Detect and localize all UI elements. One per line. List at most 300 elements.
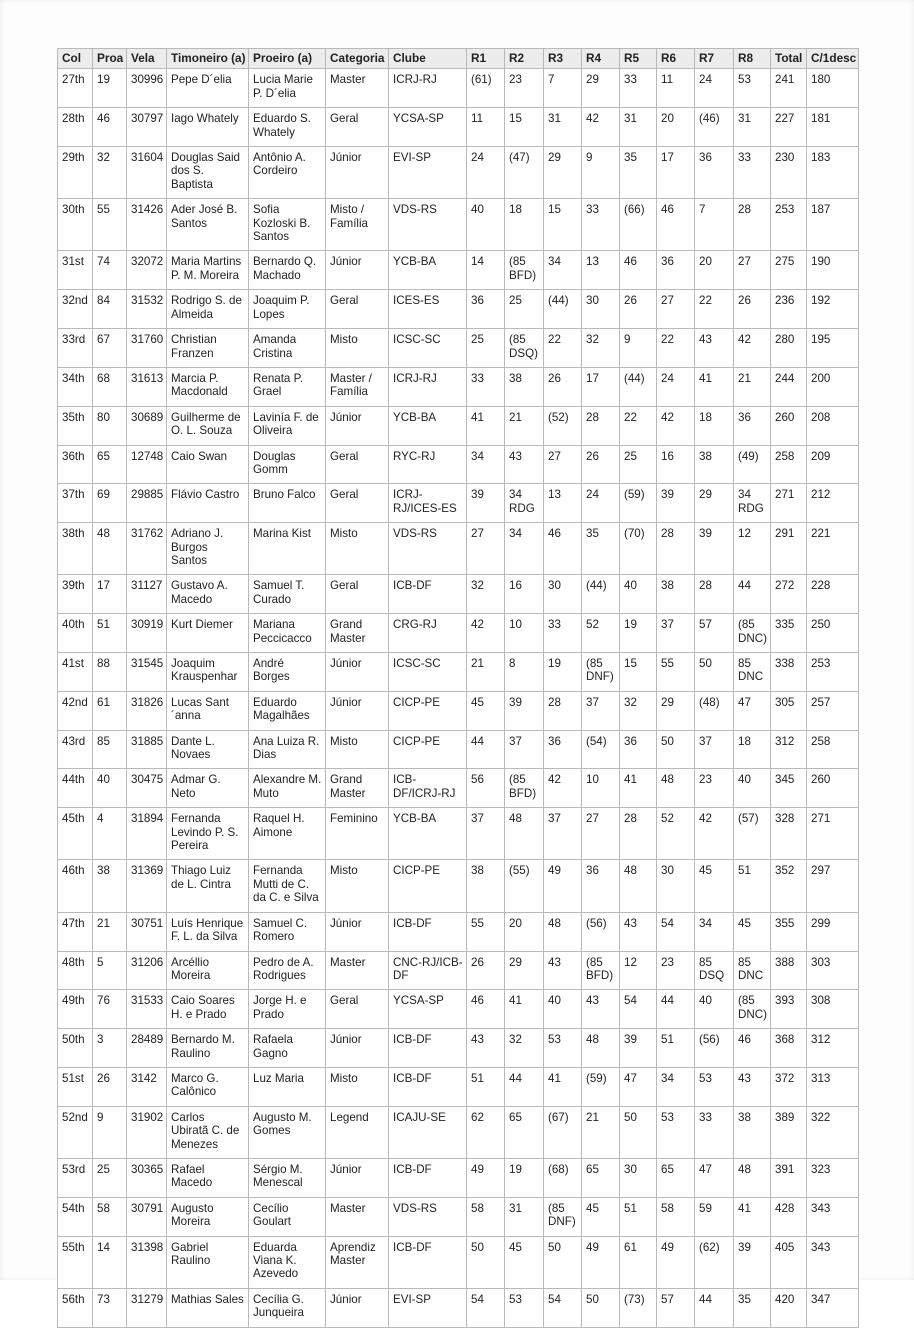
cell-club: ICB- DF/ICRJ-RJ <box>389 769 467 808</box>
cell-sail-number: 30791 <box>127 1197 167 1236</box>
cell-r4: 37 <box>582 691 620 730</box>
cell-club: CRG-RJ <box>389 614 467 653</box>
table-row <box>58 406 859 445</box>
cell-category: Júnior <box>326 1029 389 1068</box>
cell-r5: 39 <box>620 1029 657 1068</box>
cell-r3: 19 <box>544 653 582 692</box>
cell-r1: 62 <box>467 1106 505 1158</box>
cell-r4: 33 <box>582 199 620 251</box>
cell-sail-number: 31885 <box>127 730 167 769</box>
cell-r8: (57) <box>734 808 771 860</box>
cell-sail-number: 32072 <box>127 251 167 290</box>
cell-r1: 42 <box>467 614 505 653</box>
cell-category: Júnior <box>326 251 389 290</box>
cell-net-score: 187 <box>807 199 859 251</box>
cell-r3: 36 <box>544 730 582 769</box>
cell-r6: 57 <box>657 1288 695 1327</box>
cell-r3: 54 <box>544 1288 582 1327</box>
cell-club: RYC-RJ <box>389 445 467 484</box>
cell-r7: (48) <box>695 691 734 730</box>
cell-r6: 53 <box>657 1106 695 1158</box>
cell-r2: 45 <box>505 1236 544 1288</box>
cell-r3: (67) <box>544 1106 582 1158</box>
cell-r4: 32 <box>582 329 620 368</box>
cell-rank: 38th <box>58 523 93 575</box>
table-row <box>58 808 859 860</box>
cell-r7: 24 <box>695 69 734 108</box>
cell-r2: 39 <box>505 691 544 730</box>
cell-r8: 33 <box>734 147 771 199</box>
cell-r1: 49 <box>467 1158 505 1197</box>
cell-rank: 35th <box>58 406 93 445</box>
cell-r5: 40 <box>620 575 657 614</box>
cell-r6: 22 <box>657 329 695 368</box>
cell-helmsman: Flávio Castro <box>167 484 249 523</box>
cell-total: 352 <box>771 860 807 912</box>
cell-r4: 52 <box>582 614 620 653</box>
cell-sail-number: 30797 <box>127 108 167 147</box>
table-row <box>58 1106 859 1158</box>
cell-bow-number: 51 <box>93 614 127 653</box>
cell-category: Grand Master <box>326 614 389 653</box>
cell-helmsman: Guilherme de O. L. Souza <box>167 406 249 445</box>
cell-r5: 36 <box>620 730 657 769</box>
cell-r7: 20 <box>695 251 734 290</box>
cell-helmsman: Joaquim Krauspenhar <box>167 653 249 692</box>
cell-r7: 38 <box>695 445 734 484</box>
cell-r3: 53 <box>544 1029 582 1068</box>
header-total: Total <box>771 49 807 69</box>
cell-r3: 7 <box>544 69 582 108</box>
cell-bow-number: 9 <box>93 1106 127 1158</box>
cell-sail-number: 31762 <box>127 523 167 575</box>
cell-r7: (46) <box>695 108 734 147</box>
cell-r7: 18 <box>695 406 734 445</box>
cell-net-score: 271 <box>807 808 859 860</box>
cell-r1: 43 <box>467 1029 505 1068</box>
cell-r5: 51 <box>620 1197 657 1236</box>
cell-crew: Joaquim P. Lopes <box>249 290 326 329</box>
cell-net-score: 208 <box>807 406 859 445</box>
header-r3: R3 <box>544 49 582 69</box>
cell-crew: Eduardo Magalhães <box>249 691 326 730</box>
cell-r7: 33 <box>695 1106 734 1158</box>
cell-club: ICAJU-SE <box>389 1106 467 1158</box>
cell-r7: (56) <box>695 1029 734 1068</box>
cell-club: VDS-RS <box>389 199 467 251</box>
cell-r6: 34 <box>657 1067 695 1106</box>
cell-sail-number: 31760 <box>127 329 167 368</box>
table-row <box>58 1236 859 1288</box>
cell-r7: 42 <box>695 808 734 860</box>
cell-club: YCB-BA <box>389 808 467 860</box>
cell-rank: 55th <box>58 1236 93 1288</box>
cell-club: ICB-DF <box>389 575 467 614</box>
cell-r7: 57 <box>695 614 734 653</box>
cell-r2: 16 <box>505 575 544 614</box>
cell-r3: (44) <box>544 290 582 329</box>
cell-r5: 25 <box>620 445 657 484</box>
cell-rank: 45th <box>58 808 93 860</box>
cell-club: EVI-SP <box>389 147 467 199</box>
cell-net-score: 181 <box>807 108 859 147</box>
cell-bow-number: 17 <box>93 575 127 614</box>
table-row <box>58 1197 859 1236</box>
cell-r1: 51 <box>467 1067 505 1106</box>
cell-r8: 38 <box>734 1106 771 1158</box>
cell-r3: 37 <box>544 808 582 860</box>
cell-r1: 25 <box>467 329 505 368</box>
cell-crew: Cecília G. Junqueira <box>249 1288 326 1327</box>
cell-r2: 20 <box>505 912 544 951</box>
cell-r8: 39 <box>734 1236 771 1288</box>
cell-crew: Renata P. Grael <box>249 367 326 406</box>
cell-r8: 26 <box>734 290 771 329</box>
cell-r2: 29 <box>505 951 544 990</box>
header-bow-number: Proa <box>93 49 127 69</box>
cell-rank: 47th <box>58 912 93 951</box>
cell-r5: 50 <box>620 1106 657 1158</box>
cell-r2: (85 BFD) <box>505 251 544 290</box>
cell-helmsman: Kurt Diemer <box>167 614 249 653</box>
cell-net-score: 221 <box>807 523 859 575</box>
cell-total: 388 <box>771 951 807 990</box>
cell-crew: Eduarda Viana K. Azevedo <box>249 1236 326 1288</box>
cell-category: Geral <box>326 484 389 523</box>
cell-r3: 33 <box>544 614 582 653</box>
cell-total: 338 <box>771 653 807 692</box>
cell-club: YCSA-SP <box>389 990 467 1029</box>
cell-r8: 36 <box>734 406 771 445</box>
cell-r8: 41 <box>734 1197 771 1236</box>
cell-rank: 31st <box>58 251 93 290</box>
cell-r4: (44) <box>582 575 620 614</box>
cell-category: Grand Master <box>326 769 389 808</box>
cell-total: 372 <box>771 1067 807 1106</box>
cell-helmsman: Lucas Sant ´anna <box>167 691 249 730</box>
cell-sail-number: 30996 <box>127 69 167 108</box>
cell-r7: (62) <box>695 1236 734 1288</box>
cell-club: ICB-DF <box>389 1158 467 1197</box>
cell-net-score: 260 <box>807 769 859 808</box>
cell-total: 236 <box>771 290 807 329</box>
cell-club: ICRJ-RJ <box>389 69 467 108</box>
cell-r5: 54 <box>620 990 657 1029</box>
cell-r7: 43 <box>695 329 734 368</box>
cell-r4: 21 <box>582 1106 620 1158</box>
cell-crew: Rafaela Gagno <box>249 1029 326 1068</box>
cell-crew: Amanda Cristina <box>249 329 326 368</box>
cell-crew: Samuel C. Romero <box>249 912 326 951</box>
cell-r1: 14 <box>467 251 505 290</box>
cell-r1: 34 <box>467 445 505 484</box>
cell-total: 405 <box>771 1236 807 1288</box>
cell-bow-number: 26 <box>93 1067 127 1106</box>
table-row <box>58 951 859 990</box>
cell-r2: 15 <box>505 108 544 147</box>
cell-r1: 44 <box>467 730 505 769</box>
cell-sail-number: 31369 <box>127 860 167 912</box>
cell-r4: 43 <box>582 990 620 1029</box>
cell-rank: 49th <box>58 990 93 1029</box>
cell-club: CNC-RJ/ICB- DF <box>389 951 467 990</box>
table-row <box>58 108 859 147</box>
cell-r8: 85 DNC <box>734 653 771 692</box>
cell-category: Legend <box>326 1106 389 1158</box>
cell-helmsman: Gabriel Raulino <box>167 1236 249 1288</box>
cell-r1: 33 <box>467 367 505 406</box>
cell-crew: Pedro de A. Rodrigues <box>249 951 326 990</box>
cell-r8: (49) <box>734 445 771 484</box>
header-r2: R2 <box>505 49 544 69</box>
cell-r5: 15 <box>620 653 657 692</box>
cell-total: 355 <box>771 912 807 951</box>
cell-r2: 43 <box>505 445 544 484</box>
cell-r3: 42 <box>544 769 582 808</box>
cell-r4: 48 <box>582 1029 620 1068</box>
cell-bow-number: 65 <box>93 445 127 484</box>
cell-category: Misto <box>326 1067 389 1106</box>
cell-r3: 28 <box>544 691 582 730</box>
cell-category: Master / Família <box>326 367 389 406</box>
header-r6: R6 <box>657 49 695 69</box>
cell-total: 241 <box>771 69 807 108</box>
cell-r4: (56) <box>582 912 620 951</box>
cell-bow-number: 5 <box>93 951 127 990</box>
cell-net-score: 212 <box>807 484 859 523</box>
cell-category: Júnior <box>326 1158 389 1197</box>
cell-r5: 31 <box>620 108 657 147</box>
cell-r7: 85 DSQ <box>695 951 734 990</box>
cell-r7: 59 <box>695 1197 734 1236</box>
cell-bow-number: 3 <box>93 1029 127 1068</box>
cell-rank: 44th <box>58 769 93 808</box>
cell-r4: 26 <box>582 445 620 484</box>
cell-crew: Douglas Gomm <box>249 445 326 484</box>
cell-r8: 51 <box>734 860 771 912</box>
cell-total: 258 <box>771 445 807 484</box>
cell-category: Júnior <box>326 691 389 730</box>
cell-helmsman: Bernardo M. Raulino <box>167 1029 249 1068</box>
cell-r6: 58 <box>657 1197 695 1236</box>
cell-rank: 40th <box>58 614 93 653</box>
cell-net-score: 308 <box>807 990 859 1029</box>
cell-total: 227 <box>771 108 807 147</box>
cell-bow-number: 58 <box>93 1197 127 1236</box>
cell-helmsman: Carlos Ubiratã C. de Menezes <box>167 1106 249 1158</box>
header-club: Clube <box>389 49 467 69</box>
cell-helmsman: Arcéllio Moreira <box>167 951 249 990</box>
cell-net-score: 250 <box>807 614 859 653</box>
cell-crew: Mariana Peccicacco <box>249 614 326 653</box>
cell-r1: 50 <box>467 1236 505 1288</box>
cell-rank: 42nd <box>58 691 93 730</box>
table-row <box>58 329 859 368</box>
cell-r6: 65 <box>657 1158 695 1197</box>
cell-crew: Sérgio M. Menescal <box>249 1158 326 1197</box>
cell-crew: Sofia Kozloski B. Santos <box>249 199 326 251</box>
table-row <box>58 523 859 575</box>
cell-r6: 54 <box>657 912 695 951</box>
cell-r5: 43 <box>620 912 657 951</box>
cell-r2: 44 <box>505 1067 544 1106</box>
cell-sail-number: 29885 <box>127 484 167 523</box>
table-body <box>58 69 859 1327</box>
cell-helmsman: Augusto Moreira <box>167 1197 249 1236</box>
cell-r4: 35 <box>582 523 620 575</box>
cell-helmsman: Admar G. Neto <box>167 769 249 808</box>
cell-club: YCB-BA <box>389 251 467 290</box>
cell-r5: 47 <box>620 1067 657 1106</box>
cell-r8: 53 <box>734 69 771 108</box>
cell-r3: 43 <box>544 951 582 990</box>
cell-category: Geral <box>326 575 389 614</box>
cell-r6: 27 <box>657 290 695 329</box>
cell-r4: 49 <box>582 1236 620 1288</box>
cell-net-score: 347 <box>807 1288 859 1327</box>
cell-r5: 26 <box>620 290 657 329</box>
cell-r1: 36 <box>467 290 505 329</box>
cell-r6: 52 <box>657 808 695 860</box>
cell-bow-number: 21 <box>93 912 127 951</box>
cell-helmsman: Adriano J. Burgos Santos <box>167 523 249 575</box>
cell-category: Misto / Família <box>326 199 389 251</box>
cell-r3: 46 <box>544 523 582 575</box>
header-helmsman: Timoneiro (a) <box>167 49 249 69</box>
cell-bow-number: 55 <box>93 199 127 251</box>
cell-helmsman: Gustavo A. Macedo <box>167 575 249 614</box>
table-row <box>58 484 859 523</box>
cell-sail-number: 30475 <box>127 769 167 808</box>
cell-r5: (44) <box>620 367 657 406</box>
cell-r5: 33 <box>620 69 657 108</box>
cell-bow-number: 80 <box>93 406 127 445</box>
cell-crew: Samuel T. Curado <box>249 575 326 614</box>
cell-r1: 27 <box>467 523 505 575</box>
cell-r3: 34 <box>544 251 582 290</box>
header-sail-number: Vela <box>127 49 167 69</box>
cell-r1: 41 <box>467 406 505 445</box>
cell-category: Master <box>326 951 389 990</box>
cell-category: Geral <box>326 990 389 1029</box>
cell-r2: (85 DSQ) <box>505 329 544 368</box>
cell-r3: 13 <box>544 484 582 523</box>
cell-bow-number: 84 <box>93 290 127 329</box>
cell-r7: 7 <box>695 199 734 251</box>
cell-r3: 41 <box>544 1067 582 1106</box>
cell-r4: 17 <box>582 367 620 406</box>
cell-r8: 43 <box>734 1067 771 1106</box>
cell-sail-number: 28489 <box>127 1029 167 1068</box>
cell-r7: 23 <box>695 769 734 808</box>
cell-crew: Augusto M. Gomes <box>249 1106 326 1158</box>
cell-helmsman: Rafael Macedo <box>167 1158 249 1197</box>
cell-r1: 54 <box>467 1288 505 1327</box>
cell-r2: (55) <box>505 860 544 912</box>
cell-r5: (59) <box>620 484 657 523</box>
cell-rank: 52nd <box>58 1106 93 1158</box>
cell-r3: 22 <box>544 329 582 368</box>
cell-total: 389 <box>771 1106 807 1158</box>
cell-helmsman: Caio Swan <box>167 445 249 484</box>
cell-total: 275 <box>771 251 807 290</box>
cell-r5: 35 <box>620 147 657 199</box>
cell-r8: 47 <box>734 691 771 730</box>
cell-crew: Ana Luiza R. Dias <box>249 730 326 769</box>
cell-r1: 58 <box>467 1197 505 1236</box>
cell-r5: 30 <box>620 1158 657 1197</box>
table-row <box>58 730 859 769</box>
table-row <box>58 769 859 808</box>
cell-net-score: 228 <box>807 575 859 614</box>
cell-helmsman: Christian Franzen <box>167 329 249 368</box>
table-row <box>58 199 859 251</box>
header-net-score: C/1desc <box>807 49 859 69</box>
cell-bow-number: 88 <box>93 653 127 692</box>
cell-r7: 36 <box>695 147 734 199</box>
table-row <box>58 691 859 730</box>
cell-r6: 55 <box>657 653 695 692</box>
cell-club: ICSC-SC <box>389 653 467 692</box>
cell-club: VDS-RS <box>389 523 467 575</box>
cell-r3: 26 <box>544 367 582 406</box>
cell-r7: 34 <box>695 912 734 951</box>
header-r5: R5 <box>620 49 657 69</box>
cell-rank: 33rd <box>58 329 93 368</box>
cell-crew: Jorge H. e Prado <box>249 990 326 1029</box>
cell-crew: Antônio A. Cordeiro <box>249 147 326 199</box>
cell-club: ICRJ-RJ <box>389 367 467 406</box>
cell-category: Master <box>326 1197 389 1236</box>
cell-rank: 34th <box>58 367 93 406</box>
cell-category: Júnior <box>326 653 389 692</box>
cell-r3: 50 <box>544 1236 582 1288</box>
cell-r3: 40 <box>544 990 582 1029</box>
cell-r2: 53 <box>505 1288 544 1327</box>
cell-r6: 11 <box>657 69 695 108</box>
cell-crew: Cecílio Goulart <box>249 1197 326 1236</box>
cell-r3: 30 <box>544 575 582 614</box>
cell-crew: Bruno Falco <box>249 484 326 523</box>
cell-crew: Marina Kist <box>249 523 326 575</box>
header-row <box>58 49 859 69</box>
header-r7: R7 <box>695 49 734 69</box>
cell-club: EVI-SP <box>389 1288 467 1327</box>
cell-net-score: 192 <box>807 290 859 329</box>
cell-net-score: 297 <box>807 860 859 912</box>
cell-helmsman: Thiago Luiz de L. Cintra <box>167 860 249 912</box>
cell-category: Geral <box>326 108 389 147</box>
table-row <box>58 445 859 484</box>
cell-r1: 26 <box>467 951 505 990</box>
cell-r6: 20 <box>657 108 695 147</box>
cell-r3: 49 <box>544 860 582 912</box>
cell-r5: 28 <box>620 808 657 860</box>
cell-total: 305 <box>771 691 807 730</box>
cell-rank: 28th <box>58 108 93 147</box>
table-row <box>58 367 859 406</box>
cell-club: ICRJ- RJ/ICES-ES <box>389 484 467 523</box>
cell-r6: 48 <box>657 769 695 808</box>
cell-r2: 65 <box>505 1106 544 1158</box>
cell-r6: 16 <box>657 445 695 484</box>
cell-net-score: 343 <box>807 1197 859 1236</box>
cell-r6: 44 <box>657 990 695 1029</box>
cell-r1: 39 <box>467 484 505 523</box>
cell-rank: 54th <box>58 1197 93 1236</box>
cell-r5: 22 <box>620 406 657 445</box>
cell-r4: 28 <box>582 406 620 445</box>
